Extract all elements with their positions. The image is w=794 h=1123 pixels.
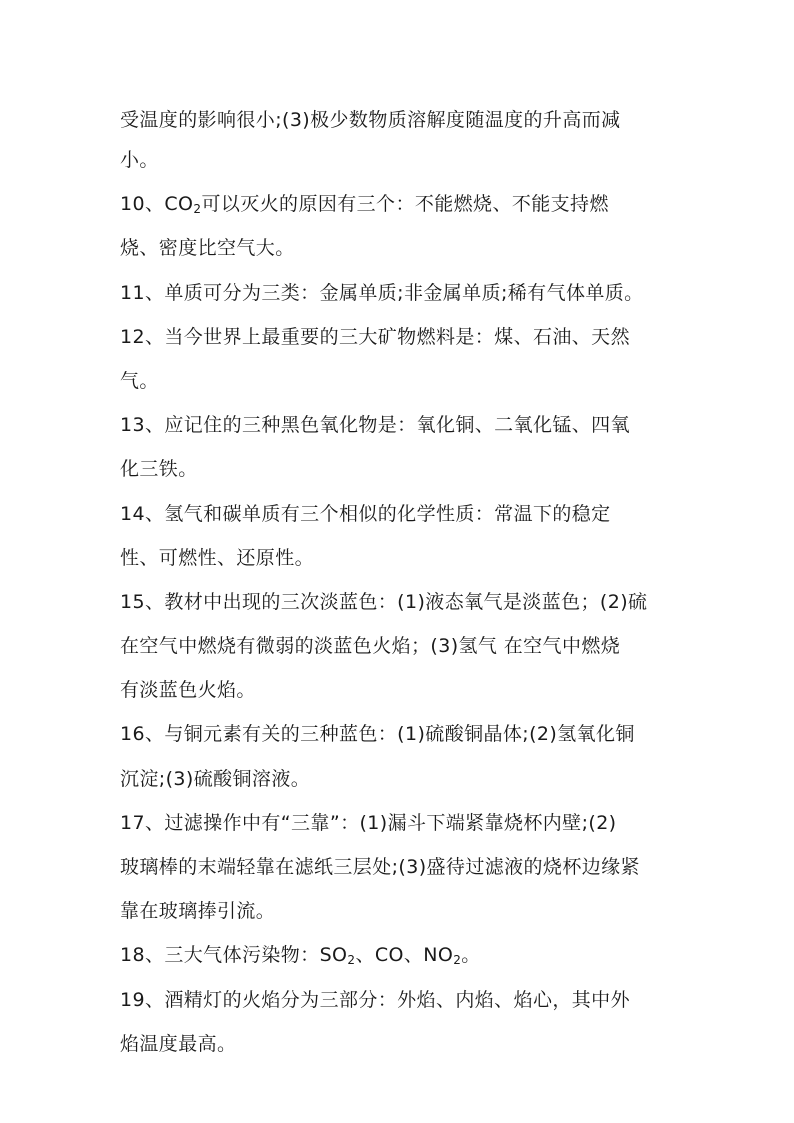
text-line: 小。 (120, 149, 159, 171)
text-line: 化三铁。 (120, 458, 198, 481)
subscript: 2 (453, 953, 462, 968)
subscript: 2 (193, 202, 202, 217)
item-10-prefix: 10、CO (120, 193, 194, 216)
item-18-middle: 、CO、NO (355, 944, 454, 967)
text-line: 在空气中燃烧有微弱的淡蓝色火焰；(3)氢气 在空气中燃烧 (120, 635, 621, 658)
text-line-item-17: 17、过滤操作中有“三靠”：(1)漏斗下端紧靠烧杯内壁;(2) (120, 811, 617, 834)
text-line-item-19: 19、酒精灯的火焰分为三部分：外焰、内焰、焰心，其中外 (120, 988, 630, 1011)
text-line-item-18 (120, 933, 680, 977)
text-line-item-10 (120, 182, 680, 226)
text-line: 沉淀;(3)硫酸铜溶液。 (120, 767, 311, 790)
text-line: 有淡蓝色火焰。 (120, 679, 256, 702)
text-line: 性、可燃性、还原性。 (120, 546, 315, 569)
text-line: 受温度的影响很小;(3)极少数物质溶解度随温度的升高而减 (120, 109, 621, 131)
text-line-item-12: 12、当今世界上最重要的三大矿物燃料是：煤、石油、天然 (120, 325, 630, 348)
text-line: 焰温度最高。 (120, 1032, 237, 1055)
text-line-item-16: 16、与铜元素有关的三种蓝色：(1)硫酸铜晶体;(2)氢氧化铜 (120, 723, 635, 746)
text-line: 烧、密度比空气大。 (120, 237, 295, 260)
item-18-suffix: 。 (461, 944, 481, 967)
item-10-rest: 可以灭火的原因有三个：不能燃烧、不能支持燃 (201, 193, 609, 216)
item-18-prefix: 18、三大气体污染物：SO (120, 944, 348, 967)
text-line: 气。 (120, 369, 159, 392)
text-line-item-11: 11、单质可分为三类：金属单质;非金属单质;稀有气体单质。 (120, 281, 644, 304)
text-line-item-13: 13、应记住的三种黑色氧化物是：氧化铜、二氧化锰、四氧 (120, 414, 630, 437)
document-body (120, 100, 680, 1066)
text-line-item-14: 14、氢气和碳单质有三个相似的化学性质：常温下的稳定 (120, 502, 611, 525)
text-line-item-15: 15、教材中出现的三次淡蓝色：(1)液态氧气是淡蓝色；(2)硫 (120, 590, 648, 613)
subscript: 2 (347, 953, 356, 968)
text-line: 玻璃棒的末端轻靠在滤纸三层处;(3)盛待过滤液的烧杯边缘紧 (120, 856, 640, 878)
text-line: 靠在玻璃捧引流。 (120, 900, 276, 923)
